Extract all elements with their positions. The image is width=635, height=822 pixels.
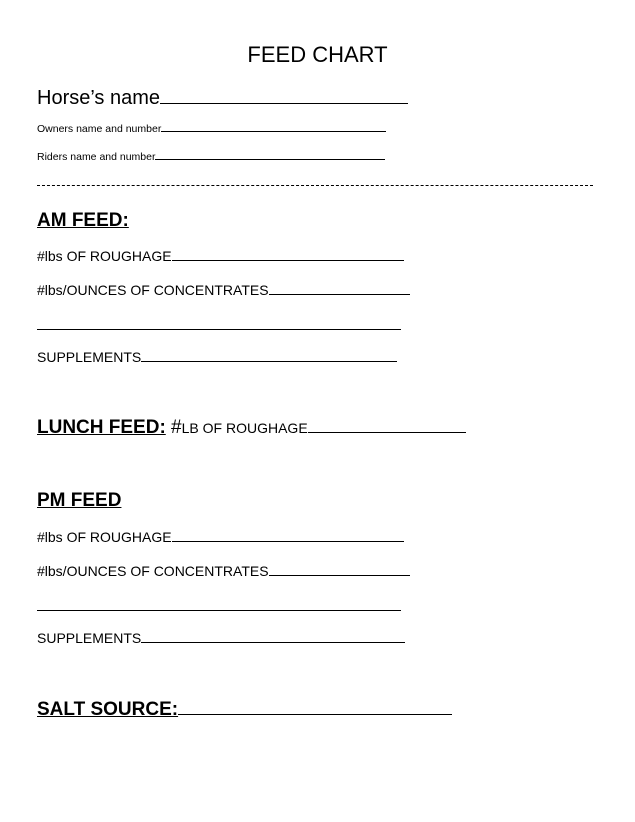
am-concentrates-label: #lbs/OUNCES OF CONCENTRATES <box>37 282 269 298</box>
lunch-feed-heading: LUNCH FEED: <box>37 417 166 438</box>
pm-concentrates-label: #lbs/OUNCES OF CONCENTRATES <box>37 563 269 579</box>
salt-source-heading: SALT SOURCE: <box>37 699 179 720</box>
owners-field[interactable] <box>161 130 386 132</box>
horse-name-label: Horse’s name <box>37 87 161 109</box>
lunch-roughage-field[interactable] <box>308 431 466 433</box>
am-concentrates-field[interactable] <box>269 293 410 295</box>
am-supplements-field[interactable] <box>141 360 397 362</box>
pm-supplements-row <box>37 631 405 645</box>
riders-row <box>37 152 385 163</box>
pm-roughage-row <box>37 530 404 544</box>
am-roughage-field[interactable] <box>172 259 404 261</box>
owners-label: Owners name and number <box>37 123 162 135</box>
owners-row <box>37 124 386 135</box>
am-supplements-row <box>37 350 397 364</box>
pm-extra-row <box>37 599 401 613</box>
am-extra-field[interactable] <box>37 328 401 330</box>
lunch-roughage-label: LB OF ROUGHAGE <box>181 420 308 436</box>
pm-feed-heading: PM FEED <box>37 490 122 511</box>
am-extra-row <box>37 318 401 332</box>
am-feed-heading: AM FEED: <box>37 210 129 231</box>
page-title: FEED CHART <box>247 42 388 67</box>
horse-name-row <box>37 88 408 108</box>
am-roughage-row <box>37 249 404 263</box>
am-roughage-label: #lbs OF ROUGHAGE <box>37 248 172 264</box>
am-concentrates-row <box>37 283 410 297</box>
pm-roughage-field[interactable] <box>172 540 404 542</box>
pm-supplements-label: SUPPLEMENTS <box>37 630 142 646</box>
pm-concentrates-row <box>37 564 410 578</box>
lunch-feed-row <box>37 418 466 437</box>
lunch-roughage-prefix: # <box>165 417 182 438</box>
pm-supplements-field[interactable] <box>141 641 405 643</box>
salt-source-field[interactable] <box>178 713 452 715</box>
pm-concentrates-field[interactable] <box>269 574 410 576</box>
pm-roughage-label: #lbs OF ROUGHAGE <box>37 529 172 545</box>
riders-field[interactable] <box>155 158 385 160</box>
pm-extra-field[interactable] <box>37 609 401 611</box>
riders-label: Riders name and number <box>37 151 156 163</box>
salt-source-row <box>37 700 452 719</box>
am-supplements-label: SUPPLEMENTS <box>37 349 142 365</box>
horse-name-field[interactable] <box>160 102 408 104</box>
section-divider <box>37 185 593 186</box>
